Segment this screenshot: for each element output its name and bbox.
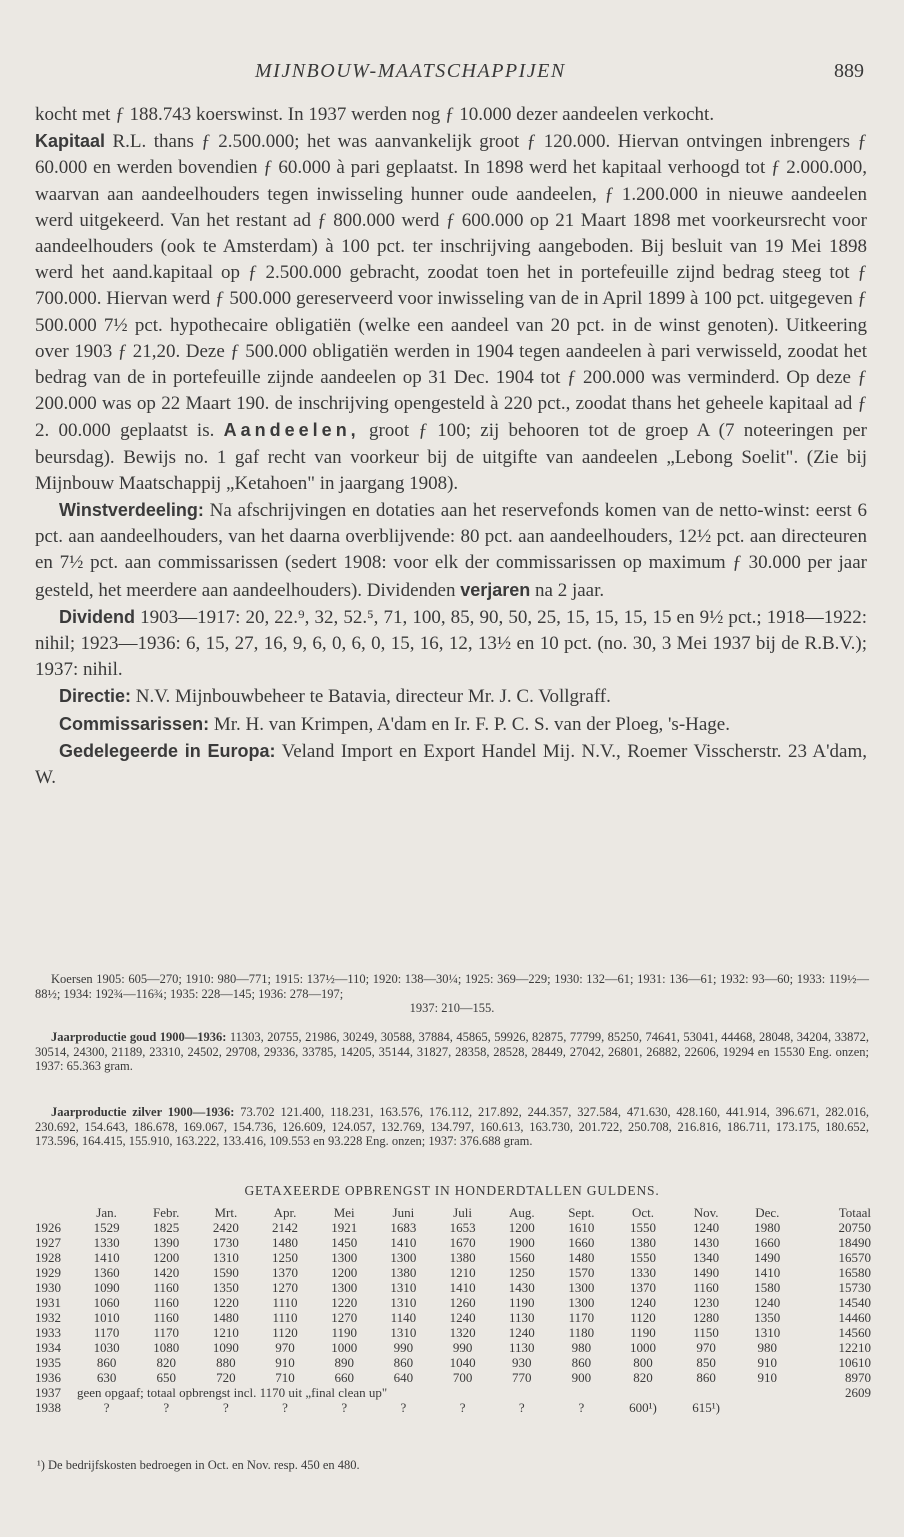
table-cell: 1550 [629, 1220, 656, 1235]
table-cell: 1450 [331, 1235, 358, 1250]
table-cell: 1310 [390, 1325, 417, 1340]
table-cell: 1410 [754, 1265, 781, 1280]
table-row [35, 1325, 871, 1340]
table-cell: 1160 [153, 1295, 179, 1310]
dividend-label: Dividend [59, 606, 136, 627]
table-row [35, 1340, 871, 1355]
table-cell: 1420 [153, 1265, 180, 1280]
note-cell: geen opgaaf; totaal opbrengst incl. 1170 uit „final clean up" [77, 1385, 388, 1400]
table-cell: 1350 [754, 1310, 781, 1325]
goud-paragraph [35, 1030, 869, 1074]
table-cell: 1190 [509, 1295, 535, 1310]
goud-text: 11303, 20755, 21986, 30249, 30588, 37884, 45865, 59926, 82875, 77799, 85250, 74641, 53041, 44468, 28048, 34204, 33872, 30514, 24300, 21189, 23310, 24502, 29708, 29336, 33785, 14205, 35144, 31827, 28358, 28528, 28449, 27042, 26801, 26882, 22606, 19294 en 15530 Eng. onzen; 1937: 65.363 gram. [35, 1030, 869, 1074]
table-cell: ? [163, 1400, 170, 1415]
aandeelen-label: Aandeelen, [223, 420, 360, 441]
table-cell: 1200 [508, 1220, 535, 1235]
table-cell: 1280 [693, 1310, 720, 1325]
table-cell: 1250 [272, 1250, 299, 1265]
table-cell: 1130 [509, 1310, 535, 1325]
paragraph-kapitaal [35, 128, 867, 497]
table-cell: 1310 [390, 1280, 417, 1295]
paragraph-winstverdeeling [35, 497, 867, 604]
verjaren-label: verjaren [460, 579, 531, 600]
table-cell: 970 [275, 1340, 295, 1355]
table-cell: 1310 [390, 1295, 417, 1310]
header-cell: Oct. [631, 1205, 654, 1220]
table-cell: 1300 [331, 1250, 358, 1265]
total-cell: 14540 [838, 1295, 871, 1310]
winstverdeeling-label: Winstverdeeling: [59, 500, 204, 521]
table-cell: 1380 [390, 1265, 417, 1280]
page-number: 889 [834, 60, 864, 82]
table-cell: 1110 [272, 1295, 298, 1310]
header-cell: Sept. [568, 1205, 595, 1220]
table-cell: 2142 [272, 1220, 299, 1235]
table-cell: 1160 [153, 1280, 179, 1295]
table-cell: 1580 [754, 1280, 781, 1295]
table-cell: 1410 [449, 1280, 476, 1295]
table-cell: 1480 [212, 1310, 239, 1325]
year-cell: 1932 [35, 1310, 61, 1325]
running-title: MIJNBOUW-MAATSCHAPPIJEN [255, 60, 566, 82]
total-cell: 18490 [838, 1235, 871, 1250]
footnote: ¹) De bedrijfskosten bedroegen in Oct. en Nov. resp. 450 en 480. [37, 1458, 360, 1472]
table-cell: 1040 [449, 1355, 476, 1370]
table-cell: 1310 [754, 1325, 781, 1340]
koersen-end: 1937: 210—155. [409, 1001, 495, 1016]
table-cell: 1653 [449, 1220, 476, 1235]
table-cell: 1340 [693, 1250, 720, 1265]
table-row [35, 1355, 871, 1370]
zilver-label: Jaarproductie zilver 1900—1936: [51, 1105, 235, 1119]
table-cell: 1480 [568, 1250, 595, 1265]
table-cell: 770 [512, 1370, 532, 1385]
table-cell: 1980 [754, 1220, 781, 1235]
table-cell: 910 [757, 1370, 778, 1385]
header-cell: Febr. [153, 1205, 180, 1220]
table-cell: ? [459, 1400, 466, 1415]
table-cell: 615¹) [692, 1400, 720, 1415]
header-cell: Nov. [693, 1205, 719, 1220]
header-cell: Mrt. [214, 1205, 238, 1220]
table-cell: 1490 [754, 1250, 781, 1265]
year-cell: 1933 [35, 1325, 61, 1340]
table-cell: 860 [96, 1355, 117, 1370]
table-cell: 1380 [629, 1235, 656, 1250]
table-cell: 1080 [153, 1340, 180, 1355]
year-cell: 1938 [35, 1400, 61, 1415]
table-cell: 1410 [390, 1235, 417, 1250]
table-row [35, 1220, 871, 1235]
table-cell: 1200 [331, 1265, 358, 1280]
table-row-1937 [35, 1385, 871, 1400]
table-cell: 1430 [508, 1280, 535, 1295]
main-text [35, 102, 867, 791]
commissarissen-text: Mr. H. van Krimpen, A'dam en Ir. F. P. C. S. van der Ploeg, 's-Hage. [209, 713, 730, 735]
table-cell: 1330 [629, 1265, 656, 1280]
year-cell: 1937 [35, 1385, 61, 1400]
table-cell: 1240 [449, 1310, 476, 1325]
table-cell: 1030 [93, 1340, 120, 1355]
goud-label: Jaarproductie goud 1900—1936: [51, 1030, 227, 1044]
table-cell: 1190 [331, 1325, 357, 1340]
total-cell: 14560 [838, 1325, 871, 1340]
table-cell: 1310 [212, 1250, 239, 1265]
table-cell: 1570 [568, 1265, 595, 1280]
header-cell: Mei [333, 1205, 355, 1220]
table-cell: 990 [452, 1340, 473, 1355]
table-cell: 1250 [508, 1265, 535, 1280]
table-cell: 1170 [568, 1310, 595, 1325]
table-row [35, 1310, 871, 1325]
paragraph-directie [35, 683, 867, 710]
total-cell: 2609 [845, 1385, 871, 1400]
table-cell: 1260 [449, 1295, 476, 1310]
header-cell: Totaal [838, 1205, 871, 1220]
goud-block [35, 1030, 869, 1074]
table-cell: 1240 [508, 1325, 535, 1340]
table-row-1938 [35, 1400, 871, 1415]
table-cell: 1220 [331, 1295, 358, 1310]
table-cell: 1120 [630, 1310, 656, 1325]
gedelegeerde-label: Gedelegeerde in Europa: [59, 740, 276, 761]
header-cell: Jan. [96, 1205, 117, 1220]
header-cell [35, 1205, 77, 1220]
year-cell: 1931 [35, 1295, 61, 1310]
zilver-text: 73.702 121.400, 118.231, 163.576, 176.112, 217.892, 244.357, 327.584, 471.630, 428.160, 441.914, 396.671, 282.016, 230.692, 154.643, 186.678, 169.067, 154.736, 126.609, 124.057, 132.769, 134.797, 160.613, 163.730, 201.722, 250.708, 216.816, 186.711, 173.175, 180.652, 173.596, 164.415, 155.910, 163.222, 133.416, 109.553 en 93.228 Eng. onzen; 1937: 376.688 gram. [35, 1105, 869, 1149]
table-row [35, 1280, 871, 1295]
header-cell: Aug. [508, 1205, 535, 1220]
directie-text: N.V. Mijnbouwbeheer te Batavia, directeur Mr. J. C. Vollgraff. [131, 686, 611, 708]
table-row [35, 1235, 871, 1250]
table-cell: 930 [512, 1355, 532, 1370]
table-cell: ? [400, 1400, 407, 1415]
table-cell: 1825 [153, 1220, 180, 1235]
table-cell: 1370 [272, 1265, 299, 1280]
paragraph-intro: kocht met ƒ 188.743 koerswinst. In 1937 werden nog ƒ 10.000 dezer aandeelen verkocht. [35, 104, 715, 125]
table-cell: 1170 [93, 1325, 120, 1340]
table-cell: 1730 [212, 1235, 239, 1250]
table-cell: 1120 [272, 1325, 298, 1340]
table-body [35, 1220, 871, 1415]
total-cell: 8970 [845, 1370, 871, 1385]
table-cell: 1000 [331, 1340, 358, 1355]
table-cell: 1190 [630, 1325, 656, 1340]
table-cell: 1550 [629, 1250, 656, 1265]
table-cell: 1320 [449, 1325, 476, 1340]
table-cell: 970 [696, 1340, 716, 1355]
directie-label: Directie: [59, 686, 132, 707]
table-cell: 710 [275, 1370, 295, 1385]
year-cell: 1926 [35, 1220, 61, 1235]
aandeelen-text: groot ƒ 100; zij behooren tot de groep A (7 noteeringen per beursdag). Bewijs no. 1 gaf recht van voorkeur bij de uitgifte van aandeelen „Lebong Soelit". (Zie bij Mijnbouw Maatschappij „Ketahoen" in jaargang 1908). [35, 420, 868, 494]
table-cell: 1230 [693, 1295, 720, 1310]
table-cell: 860 [696, 1370, 716, 1385]
kapitaal-label: Kapitaal [35, 131, 106, 152]
table-cell: 1660 [568, 1235, 595, 1250]
table-cell: ? [222, 1400, 229, 1415]
table-cell: 1430 [693, 1235, 720, 1250]
table-cell: 1270 [331, 1310, 358, 1325]
table-cell: 1110 [272, 1310, 298, 1325]
table-cell: 1170 [153, 1325, 179, 1340]
commissarissen-label: Commissarissen: [59, 713, 210, 734]
table-cell: 860 [393, 1355, 414, 1370]
table-cell: 1140 [390, 1310, 417, 1325]
dividend-text: 1903—1917: 20, 22.⁹, 32, 52.⁵, 71, 100, 85, 90, 50, 25, 15, 15, 15, 15 en 9½ pct.; 1918—1922: nihil; 1923—1936: 6, 15, 27, 16, 9, 6, 0, 6, 0, 15, 16, 12, 13½ en 10 pct. (no. 30, 3 Mei 1937 bij de R.B.V.); 1937: nihil. [35, 606, 867, 681]
total-cell: 16570 [838, 1250, 871, 1265]
table-cell: 1380 [449, 1250, 476, 1265]
table-cell: 1610 [568, 1220, 595, 1235]
table-cell: 1300 [390, 1250, 417, 1265]
table-cell: 1660 [754, 1235, 781, 1250]
table-row [35, 1295, 871, 1310]
koersen-block [35, 972, 869, 1016]
total-cell: 14460 [838, 1310, 871, 1325]
table-cell: 800 [633, 1355, 653, 1370]
table-cell: 1180 [568, 1325, 595, 1340]
kapitaal-text: R.L. thans ƒ 2.500.000; het was aanvankelijk groot ƒ 120.000. Hiervan ontvingen inbrengers ƒ 60.000 en werden bovendien ƒ 60.000 à pari geplaatst. In 1898 werd het kapitaal verhoogd tot ƒ 2.000.000, waarvan aan aandeelhouders tegen inwisseling hunner oude aandeelen, ƒ 1.200.000 in nieuwe aandeelen werd uitgekeerd. Van het restant ad ƒ 800.000 werd ƒ 600.000 op 21 Maart 1898 met voorkeursrecht voor aandeelhouders (ook te Amsterdam) à 100 pct. ter inschrijving aangeboden. Bij besluit van 19 Mei 1898 werd het aand.kapitaal op ƒ 2.500.000 gebracht, zoodat toen het in portefeuille zijnd bedrag steeg tot ƒ 700.000. Hiervan werd ƒ 500.000 gereserveerd voor inwisseling van de in April 1899 à 100 pct. uitgegeven ƒ 500.000 7½ pct. hypothecaire obligatiën (welke een aandeel van 20 pct. in de winst genoten). Uitkeering over 1903 ƒ 21,20. Deze ƒ 500.000 obligatiën werden in 1904 tegen aandeelen à pari verwisseld, zoodat het bedrag van de in portefeuille zijnde aandeelen op 31 Dec. 1904 tot ƒ 200.000 was verminderd. Op deze ƒ 200.000 was op 22 Maart 190. de inschrijving opengesteld à 220 pct., zoodat thans het geheele kapitaal ad ƒ 2. 00.000 geplaatst is. [35, 131, 867, 442]
table-cell: 1670 [449, 1235, 476, 1250]
table-cell: 1529 [93, 1220, 120, 1235]
table-row [35, 1265, 871, 1280]
table-cell: 1240 [629, 1295, 656, 1310]
year-cell: 1927 [35, 1235, 61, 1250]
table-title: GETAXEERDE OPBRENGST IN HONDERDTALLEN GULDENS. [244, 1183, 660, 1198]
header-cell: Apr. [273, 1205, 297, 1220]
header-cell: Juli [453, 1205, 472, 1220]
table-cell: 1220 [212, 1295, 239, 1310]
table-cell: 1350 [212, 1280, 239, 1295]
gedelegeerde-text: Veland Import en Export Handel Mij. N.V., Roemer Visscherstr. 23 A'dam, W. [35, 740, 867, 789]
table-cell: 1240 [754, 1295, 781, 1310]
table-cell: 880 [216, 1355, 236, 1370]
table-cell: 1490 [693, 1265, 720, 1280]
table-cell: 820 [633, 1370, 653, 1385]
total-cell [797, 1400, 871, 1415]
table-cell: 640 [393, 1370, 414, 1385]
table-cell: 860 [571, 1355, 592, 1370]
paragraph-commissarissen [35, 711, 867, 738]
table-cell: 1300 [568, 1295, 595, 1310]
table-cell: 1390 [153, 1235, 180, 1250]
table-cell: ? [282, 1400, 288, 1415]
table-cell: 1000 [629, 1340, 656, 1355]
zilver-paragraph [35, 1105, 869, 1149]
table-cell: ? [578, 1400, 585, 1415]
table-cell: 1160 [153, 1310, 179, 1325]
table-cell: 630 [96, 1370, 117, 1385]
table-row [35, 1250, 871, 1265]
table-cell: 910 [275, 1355, 295, 1370]
table-cell: 980 [571, 1340, 592, 1355]
table-cell: 1360 [93, 1265, 120, 1280]
table-cell: 1090 [212, 1340, 239, 1355]
year-cell: 1936 [35, 1370, 61, 1385]
table-cell: 1480 [272, 1235, 299, 1250]
header-cell: Dec. [755, 1205, 780, 1220]
table-cell: 1130 [509, 1340, 535, 1355]
total-cell: 12210 [838, 1340, 871, 1355]
total-cell: 10610 [838, 1355, 871, 1370]
table-cell: 1330 [93, 1235, 120, 1250]
table-cell: 660 [334, 1370, 354, 1385]
paragraph-dividend [35, 604, 867, 684]
total-cell: 16580 [838, 1265, 871, 1280]
opbrengst-table [35, 1205, 871, 1415]
table-header-row [35, 1205, 871, 1220]
table-cell: 900 [571, 1370, 592, 1385]
year-cell: 1930 [35, 1280, 61, 1295]
table-cell: 1590 [212, 1265, 239, 1280]
table-cell: 1200 [153, 1250, 180, 1265]
header-cell: Juni [392, 1205, 415, 1220]
table-cell: 820 [156, 1355, 176, 1370]
zilver-block [35, 1105, 869, 1149]
table-cell: 700 [452, 1370, 473, 1385]
table-cell: 1683 [390, 1220, 417, 1235]
year-cell: 1934 [35, 1340, 61, 1355]
table-cell: 1300 [331, 1280, 358, 1295]
table-cell: ? [341, 1400, 348, 1415]
table-cell: 720 [216, 1370, 236, 1385]
table-cell: 850 [696, 1355, 716, 1370]
paragraph-gedelegeerde [35, 738, 867, 791]
year-cell: 1929 [35, 1265, 61, 1280]
table-cell: 1240 [693, 1220, 720, 1235]
table-cell: 1010 [93, 1310, 120, 1325]
total-cell: 20750 [838, 1220, 871, 1235]
table-cell: 1921 [331, 1220, 358, 1235]
winstverdeeling-text-b: na 2 jaar. [530, 579, 605, 601]
table-cell: 650 [156, 1370, 176, 1385]
table-cell: ? [103, 1400, 110, 1415]
year-cell: 1928 [35, 1250, 61, 1265]
running-header [0, 60, 904, 90]
table-cell: 1090 [93, 1280, 120, 1295]
table-cell: 600¹) [629, 1400, 657, 1415]
table-cell: 1210 [212, 1325, 239, 1340]
table-cell: 1410 [93, 1250, 120, 1265]
table-cell: 910 [757, 1355, 778, 1370]
year-cell: 1935 [35, 1355, 61, 1370]
total-cell: 15730 [838, 1280, 871, 1295]
table-cell: 1560 [508, 1250, 535, 1265]
winstverdeeling-text-a: Na afschrijvingen en dotaties aan het reservefonds komen van de netto-winst: eerst 6 pct. aan aandeelhouders, van het daarna overblijvende: 80 pct. aan aandeelhouders, 12½ pct. aan directeuren en 7½ pct. aan commissarissen (sedert 1908: voor elk der commissarissen op maximum ƒ 30.000 per jaar gesteld, het meerdere aan aandeelhouders). Dividenden [35, 500, 867, 601]
table-cell: 1210 [449, 1265, 476, 1280]
table-cell: 980 [757, 1340, 778, 1355]
table-cell: 1900 [508, 1235, 535, 1250]
table-cell: 990 [393, 1340, 414, 1355]
table-cell: 1150 [693, 1325, 719, 1340]
koersen-text: Koersen 1905: 605—270; 1910: 980—771; 1915: 137½—110; 1920: 138—30¼; 1925: 369—229; 1930: 132—61; 1931: 136—61; 1932: 93—60; 1933: 119½—88½; 1934: 192¾—116¾; 1935: 228—145; 1936: 278—197; [35, 972, 869, 1001]
table-cell: 1060 [93, 1295, 120, 1310]
table-cell: 1160 [693, 1280, 719, 1295]
table-cell: 890 [334, 1355, 354, 1370]
table-cell: ? [518, 1400, 525, 1415]
table-row [35, 1370, 871, 1385]
table-cell [738, 1400, 797, 1415]
table-cell: 1370 [629, 1280, 656, 1295]
table-cell: 1300 [568, 1280, 595, 1295]
table-cell: 2420 [212, 1220, 239, 1235]
table-cell: 1270 [272, 1280, 299, 1295]
